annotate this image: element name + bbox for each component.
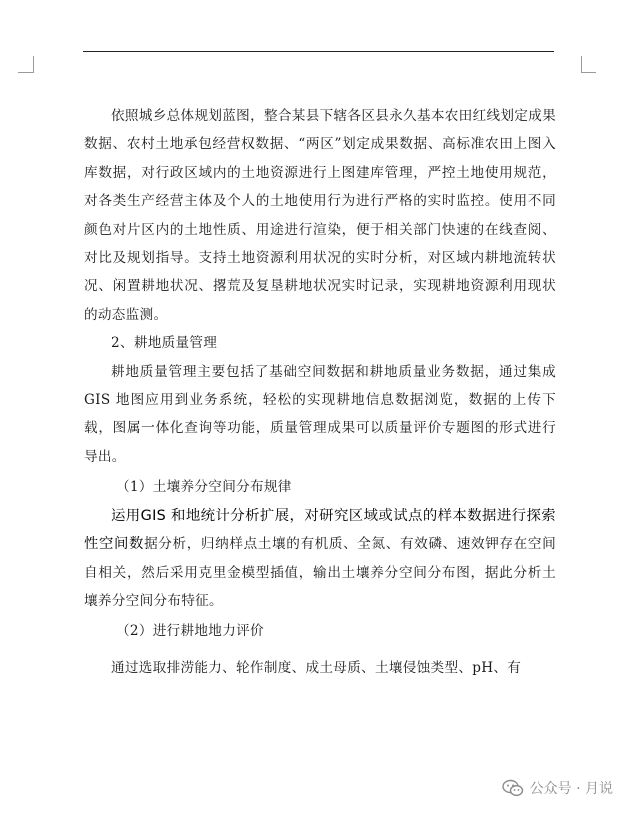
paragraph-soil-nutrient-rest: 据分析，归纳样点土壤的有机质、全氮、有效磷、速效钾存在空间自相关，然后采用克里金模型插值，输出土壤养分空间分布图，据此分析土壤养分空间分布特征。 — [84, 536, 557, 609]
paragraph-land-evaluation: 通过选取排涝能力、轮作制度、成土母质、土壤侵蚀类型、pH、有 — [111, 659, 522, 676]
paragraph-farmland-quality: 耕地质量管理主要包括了基础空间数据和耕地质量业务数据，通过集成 GIS 地图应用到业务系统，轻松的实现耕地信息数据浏览，数据的上传下载，图属一体化查询等功能，质量管理成果可以质量评价专题图的形式进行导出。 — [84, 363, 556, 465]
crop-mark-left-horizontal — [18, 72, 33, 73]
paragraph-land-resource: 依照城乡总体规划蓝图，整合某县下辖各区县永久基本农田红线划定成果数据、农村土地承包经营权数据、“两区”划定成果数据、高标准农田上图入库数据，对行政区域内的土地资源进行上图建库管理，严控土地使用规范，对各类生产经营主体及个人的土地使用行为进行严格的实时监控。使用不同颜色对片区内的土地性质、用途进行渲染，便于相关部门快速的在线查阅、对比及规划指导。支持土地资源利用状况的实时分析，对区域内耕地流转状况、闲置耕地状况、撂荒及复垦耕地状况实时记录，实现耕地资源利用现状的动态监测。 — [84, 108, 556, 323]
crop-mark-left-vertical — [33, 56, 34, 73]
crop-mark-right-horizontal — [581, 72, 596, 73]
document-page — [84, 102, 556, 682]
watermark-text: 公众号 · 月说 — [529, 781, 613, 797]
wechat-icon — [502, 779, 524, 797]
crop-mark-right-vertical — [581, 56, 582, 73]
subheading-land-evaluation: （2）进行耕地地力评价 — [116, 623, 264, 640]
paragraph-soil-nutrient-bold: 运用GIS 和地统计分析扩展，对研究区域或试点的样本数据进行探索性空间数 — [84, 507, 556, 553]
header-rule — [83, 51, 554, 52]
watermark — [502, 776, 613, 800]
paragraph-soil-nutrient — [84, 502, 556, 616]
section-heading-farmland-quality: 2、耕地质量管理 — [111, 335, 218, 352]
subheading-soil-nutrient: （1）土壤养分空间分布规律 — [116, 479, 292, 496]
